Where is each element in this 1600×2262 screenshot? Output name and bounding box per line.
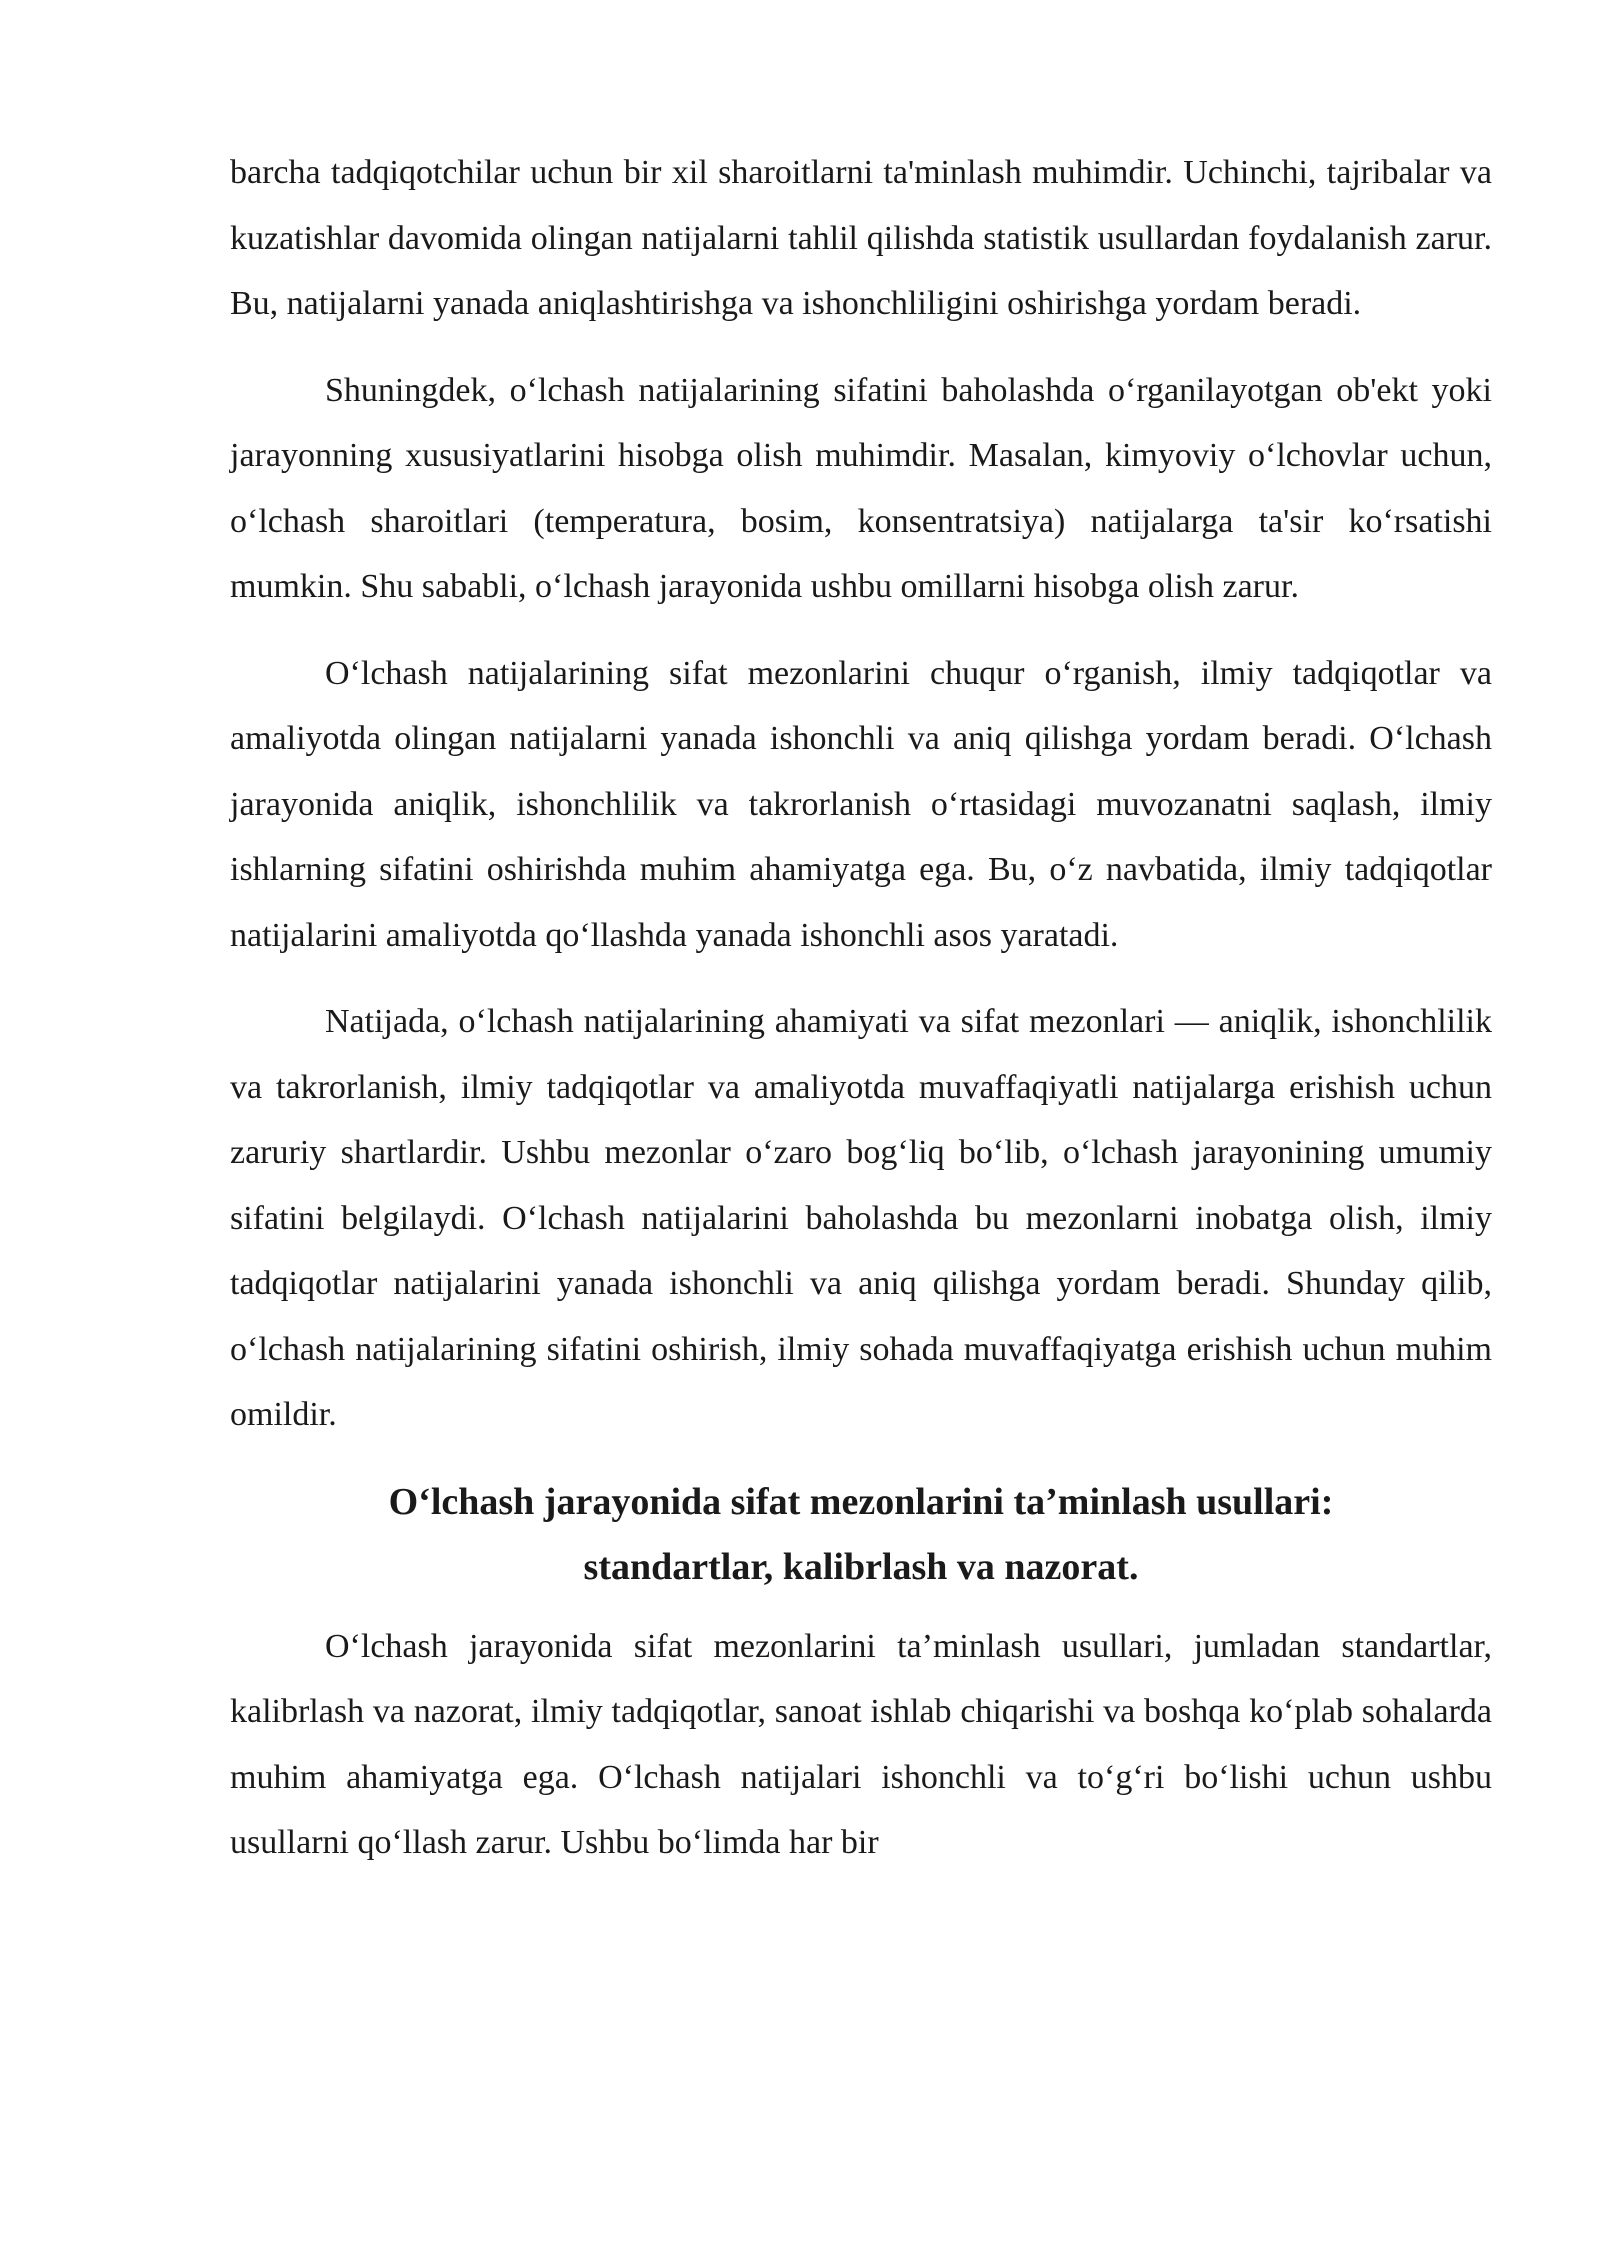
paragraph-methods-intro: Oʻlchash jarayonida sifat mezonlarini ta’minlash usullari, jumladan standartlar, kalibrlash va nazorat, ilmiy tadqiqotlar, sanoat ishlab chiqarishi va boshqa koʻplab sohalarda muhim ahamiyatga ega. Oʻlchash natijalari ishonchli va toʻgʻri boʻlishi uchun ushbu usullarni qoʻllash zarur. Ushbu boʻlimda har bir	[230, 1627, 1492, 1861]
paragraph-conclusion: Natijada, oʻlchash natijalarining ahamiyati va sifat mezonlari — aniqlik, ishonchlilik va takrorlanish, ilmiy tadqiqotlar va amaliyotda muvaffaqiyatli natijalarga erishish uchun zaruriy shartlardir. Ushbu mezonlar oʻzaro bogʻliq boʻlib, oʻlchash jarayonining umumiy sifatini belgilaydi. Oʻlchash natijalarini baholashda bu mezonlarni inobatga olish, ilmiy tadqiqotlar natijalarini yanada ishonchli va aniq qilishga yordam beradi. Shunday qilib, oʻlchash natijalarining sifatini oshirish, ilmiy sohada muvaffaqiyatga erishish uchun muhim omildir.	[230, 1003, 1492, 1433]
document-page	[230, 140, 1492, 1876]
paragraph-continuation: barcha tadqiqotchilar uchun bir xil sharoitlarni ta'minlash muhimdir. Uchinchi, tajribalar va kuzatishlar davomida olingan natijalarni tahlil qilishda statistik usullardan foydalanish zarur. Bu, natijalarni yanada aniqlashtirishga va ishonchliligini oshirishga yordam beradi.	[230, 154, 1492, 322]
paragraph-object-properties: Shuningdek, oʻlchash natijalarining sifatini baholashda oʻrganilayotgan ob'ekt yoki jarayonning xususiyatlarini hisobga olish muhimdir. Masalan, kimyoviy oʻlchovlar uchun, oʻlchash sharoitlari (temperatura, bosim, konsentratsiya) natijalarga ta'sir koʻrsatishi mumkin. Shu sababli, oʻlchash jarayonida ushbu omillarni hisobga olish zarur.	[230, 371, 1492, 605]
section-heading	[230, 1470, 1492, 1600]
section-heading-line-1: Oʻlchash jarayonida sifat mezonlarini ta’minlash usullari:	[388, 1480, 1334, 1523]
paragraph-quality-criteria-study: Oʻlchash natijalarining sifat mezonlarini chuqur oʻrganish, ilmiy tadqiqotlar va amaliyotda olingan natijalarni yanada ishonchli va aniq qilishga yordam beradi. Oʻlchash jarayonida aniqlik, ishonchlilik va takrorlanish oʻrtasidagi muvozanatni saqlash, ilmiy ishlarning sifatini oshirishda muhim ahamiyatga ega. Bu, oʻz navbatida, ilmiy tadqiqotlar natijalarini amaliyotda qoʻllashda yanada ishonchli asos yaratadi.	[230, 654, 1492, 954]
section-heading-line-2: standartlar, kalibrlash va nazorat.	[583, 1545, 1139, 1588]
